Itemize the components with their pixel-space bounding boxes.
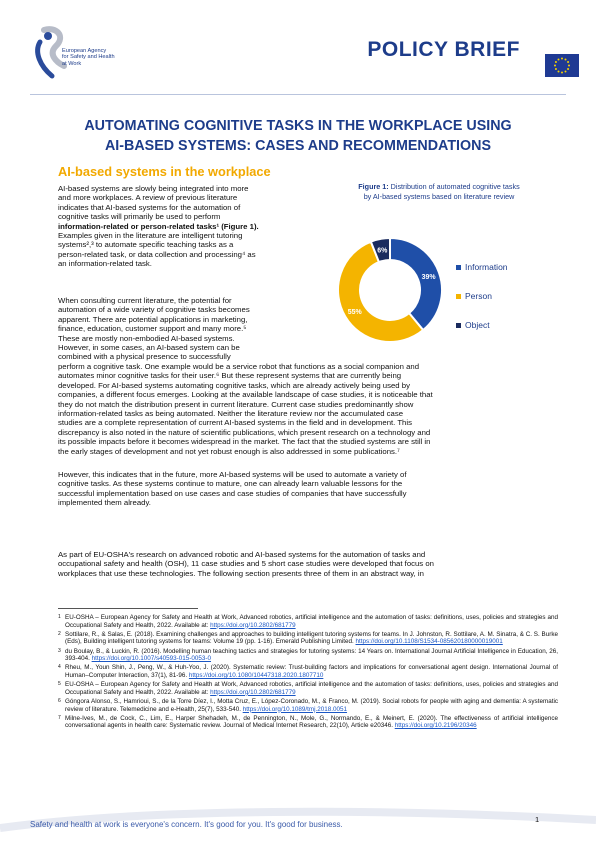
legend-swatch [456, 294, 461, 299]
text-line: However, this indicates that in the future, more AI-based systems will be used to automate a variety of [58, 470, 407, 479]
footnote-number: 3 [58, 647, 61, 654]
text-line: successful implementation based on use cases and case studies of companies that have successfully [58, 488, 407, 498]
footnote [58, 648, 558, 663]
footnote [58, 681, 558, 696]
text-line: These are mostly non-embodied AI-based systems. [58, 333, 235, 343]
footnotes [58, 614, 558, 731]
footnote-number: 6 [58, 697, 61, 704]
org-name-line: at Work [62, 60, 82, 67]
footnote [58, 664, 558, 679]
legend-label: Information [465, 262, 508, 272]
eu-star [558, 71, 560, 73]
paragraph-1 [58, 184, 313, 269]
footnote-text: Góngora Alonso, S., Hamrioui, S., de la Torre Díez, I., Motta Cruz, E., López-Coronado, M., & Franco, M. (2019). Social robots for people with aging and dementia: A systematic review of literature. Telemedicine and e-Health, 25(7), 533-540. https://doi.org/10.1089/tmj.2018.0051 [65, 697, 558, 713]
eu-star [554, 65, 556, 67]
footnote [58, 631, 558, 646]
eu-star [561, 58, 563, 60]
footnote-number: 7 [58, 714, 61, 721]
eu-star [568, 65, 570, 67]
section-heading: AI-based systems in the workplace [58, 164, 271, 179]
org-name-line: European Agency [62, 48, 107, 54]
footnote-number: 4 [58, 664, 61, 671]
footnote-text: Sottilare, R., & Salas, E. (2018). Examining challenges and approaches to building intelligent tutoring systems for teams. In J. Johnston, R. Sottilare, A. M. Sinatra, & C. S. Burke (Eds), Building intelligent tutoring systems for teams: Volume 19 (pp. 1-16). Emerald Publishing Limited. https://doi.org/10.1108/S1534-085620180000019001 [65, 630, 558, 646]
footnote-link[interactable]: https://doi.org/10.2196/20346 [394, 722, 477, 730]
title-line: AUTOMATING COGNITIVE TASKS IN THE WORKPLACE USING [84, 118, 512, 134]
slice-label: 55% [347, 308, 362, 316]
text-line: cognitive tasks. As these systems continue to mature, one can already learn valuable lessons for the [58, 479, 403, 489]
text-line: the early stages of development and not yet robust enough is also addressed in some publications.⁷ [58, 446, 400, 456]
paragraph-2-narrow [58, 296, 313, 362]
org-name [62, 48, 115, 67]
paragraph-4 [58, 550, 540, 578]
page-title [40, 116, 556, 156]
text-line: apparent. There are potential applications in marketing, [58, 314, 248, 324]
text-line: information-related or person-related tasks¹ (Figure 1). [58, 221, 259, 231]
title-line: AI-BASED SYSTEMS: CASES AND RECOMMENDATIONS [104, 138, 492, 154]
text-line: AI-based systems are slowly being integrated into more [58, 184, 249, 193]
footnote-link[interactable]: https://doi.org/10.1007/s40593-015-0053-0 [91, 655, 211, 663]
footnote-link[interactable]: https://doi.org/10.1089/tmj.2018.0051 [242, 705, 348, 713]
pie-slice-information [390, 238, 442, 330]
text-line: workplaces that use these technologies. The following section presents three of them in an abstract way, in [58, 568, 424, 578]
figure-caption-text: Distribution of automated cognitive tasks [388, 182, 520, 191]
text-line: automates minor cognitive tasks for their user.⁶ But these represent systems that are currently being [58, 371, 402, 381]
footnote-text: Rheu, M., Youn Shin, J., Peng, W., & Huh-Yoo, J. (2020). Systematic review: Trust-building factors and implications for conversational agent design. International Journal of Human–Computer Interaction, 37(1), 81-96. https://doi.org/10.1080/10447318.2020.1807710 [65, 664, 558, 679]
footnote-link[interactable]: https://doi.org/10.1080/10447318.2020.1807710 [188, 671, 324, 679]
text-line: discrepancy is also noted in the nature of scientific publications, which present research on a technology and [58, 427, 431, 437]
text-line: occupational safety and health (OSH), 11 case studies and 5 short case studies were developed that focus on [58, 559, 434, 569]
text-line: studies are a complete representation of current AI-based systems in the field and in development. This [58, 418, 412, 428]
footnote [58, 715, 558, 730]
text-line: combined with a physical presence to successfully [58, 352, 231, 362]
footnote-divider [58, 608, 198, 609]
text-line: they do not match the distribution present in current literature. Current case studies predominantly show [58, 399, 414, 409]
text-line: perform a cognitive task. One example would be a service robot that functions as a social companion and [58, 362, 420, 371]
text-line: finance, education, customer support and many more.⁵ [58, 324, 247, 334]
eu-star [555, 61, 557, 63]
footnote-number: 2 [58, 630, 61, 637]
slice-label: 39% [421, 274, 436, 282]
legend-swatch [456, 265, 461, 270]
text-line: information-related tasks as being automated. Neither the literature review nor the accumulated case [58, 409, 404, 419]
footnote-text: du Boulay, B., & Luckin, R. (2016). Modelling human teaching tactics and strategies for tutoring systems: 14 Years on. International Journal Artificial Intelligence in Education, 26, 393-404. https://doi.org/10.1007/s40593-015-0053-0 [65, 647, 558, 663]
footnote-text: EU-OSHA – European Agency for Safety and Health at Work, Advanced robotics, artificial intelligence and the automation of tasks: definitions, uses, policies and strategies and Occupational Safety and Health, 2022. Available at: https://doi.org/10.2802/681779 [65, 614, 558, 629]
page-number: 1 [535, 815, 540, 824]
eu-star [558, 58, 560, 60]
eu-star [565, 58, 567, 60]
figure-caption-text: by AI-based systems based on literature review [363, 192, 515, 201]
text-line: developed. For AI-based systems automating cognitive tasks, which are already actively being used by [58, 380, 410, 390]
text-line: systems²,³ to automate specific teaching tasks as a [58, 240, 234, 250]
text-line: As part of EU-OSHA's research on advanced robotic and AI-based systems for the automation of tasks and [58, 550, 426, 559]
text-line: an information-related task. [58, 259, 152, 269]
legend-label: Object [465, 320, 490, 330]
eu-star [567, 68, 569, 70]
eu-flag-icon [545, 54, 579, 77]
footnote-link[interactable]: https://doi.org/10.2802/681779 [210, 621, 296, 629]
eu-star [555, 68, 557, 70]
eu-star [561, 72, 563, 74]
text-line: and more workplaces. A review of previous literature [58, 193, 238, 203]
figure-caption [322, 182, 556, 202]
text-line: When consulting current literature, the potential for [58, 296, 232, 305]
donut-chart [325, 228, 575, 358]
paragraph-2-wide [58, 362, 540, 456]
text-line: cognitive tasks will primarily be used to perform [58, 212, 221, 222]
text-line: indicates that AI-based systems for the automation of [58, 202, 241, 212]
slice-label: 6% [377, 247, 388, 255]
text-line: Examples given in the literature are intelligent tutoring [58, 231, 243, 241]
org-name-line: for Safety and Health [62, 54, 115, 61]
footer-slogan: Safety and health at work is everyone's concern. It's good for you. It's good for business. [30, 820, 343, 829]
footnote [58, 698, 558, 713]
text-line: companies, a different focus emerges. Looking at the available landscape of case studies, it is noticeable that [58, 390, 433, 400]
footnote-link[interactable]: https://doi.org/10.2802/681779 [210, 688, 296, 696]
text-line: However, in some cases, an AI-based system can be [58, 343, 240, 353]
text-line: implemented them already. [58, 498, 151, 508]
footnote [58, 614, 558, 629]
footnote-number: 1 [58, 614, 61, 620]
legend-label: Person [465, 291, 492, 301]
header-divider [30, 94, 566, 95]
footnote-link[interactable]: https://doi.org/10.1108/S1534-085620180000019001 [355, 638, 503, 646]
footnote-number: 5 [58, 681, 61, 688]
eu-star [567, 61, 569, 63]
legend-swatch [456, 323, 461, 328]
paragraph-3 [58, 470, 540, 508]
text-line: person-related task, or data collection and processing⁴ as [58, 249, 256, 259]
footnote-text: Milne-Ives, M., de Cock, C., Lim, E., Harper Shehadeh, M., de Pennington, N., Mole, G., Normando, E., & Meinert, E. (2020). The effectiveness of artificial intelligence conversational agents in health care: Systematic review. Journal of Medical Internet Research, 22(10), Article e20346. https://doi.org/10.2196/20346 [65, 714, 558, 730]
text-line: its possible impacts before it becomes widespread in the market. The fact that the studied systems are still in [58, 437, 431, 447]
eu-star [565, 71, 567, 73]
figure-label: Figure 1: [358, 182, 389, 191]
footnote-text: EU-OSHA – European Agency for Safety and Health at Work, Advanced robotics, artificial intelligence and the automation of tasks: definitions, uses, policies and strategies and Occupational Safety and Health, 2022. Available at: https://doi.org/10.2802/681779 [65, 681, 558, 696]
doc-type-title: POLICY BRIEF [367, 38, 520, 61]
text-line: automation of a wide variety of cognitive tasks becomes [58, 305, 250, 315]
